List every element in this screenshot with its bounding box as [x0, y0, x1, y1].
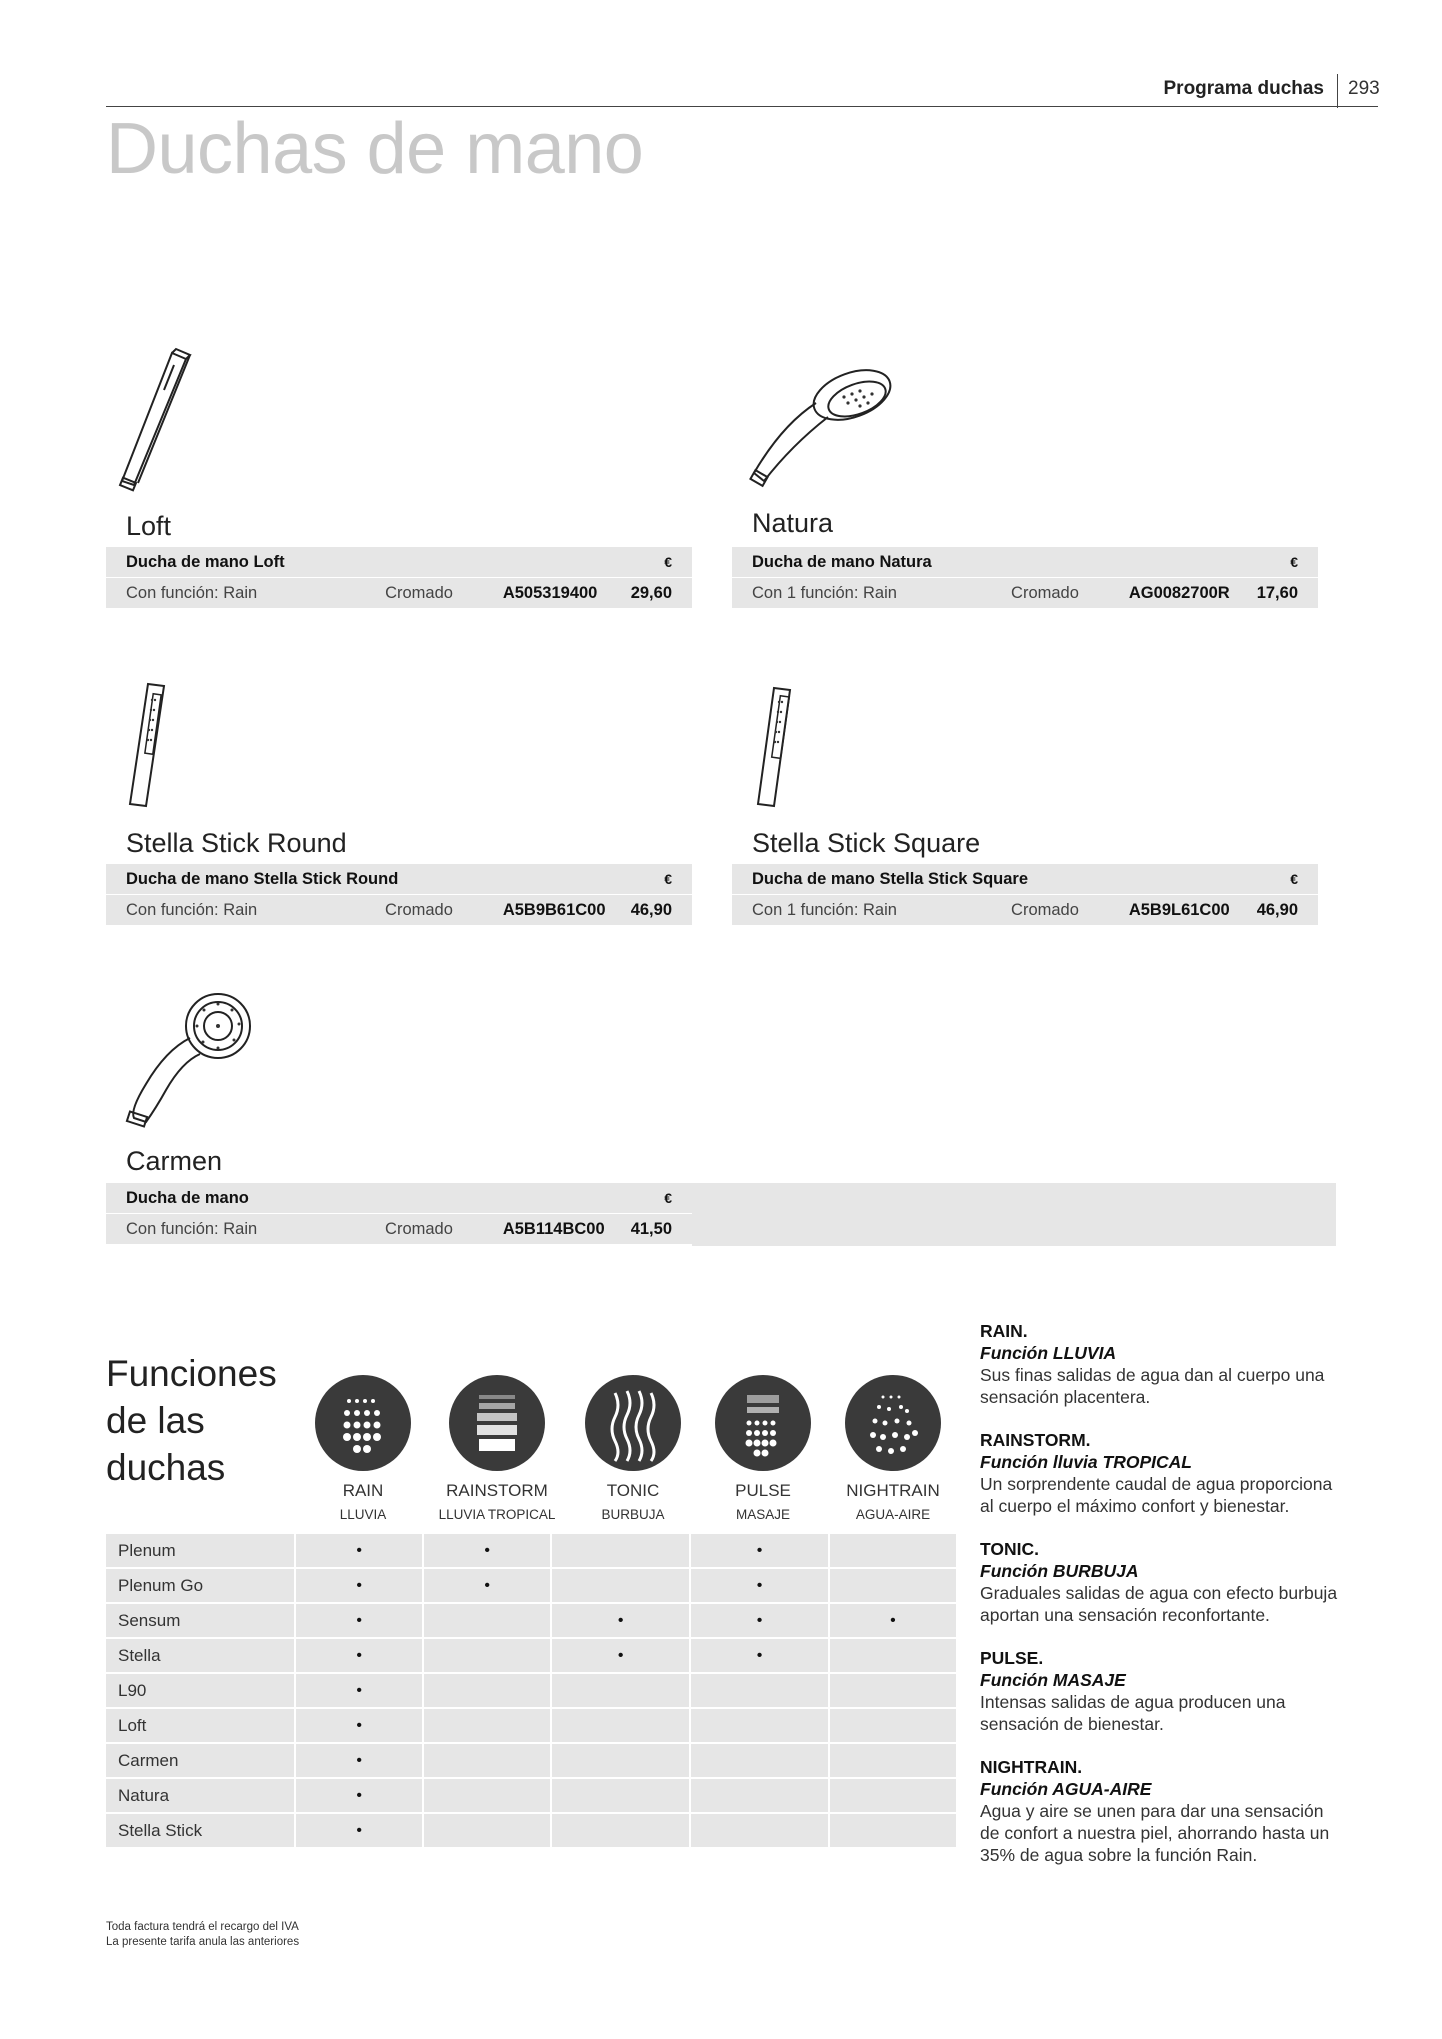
row-name: Loft	[106, 1709, 296, 1744]
currency-label: €	[1257, 864, 1318, 895]
nightrain-spray-icon	[845, 1375, 941, 1471]
footer-line: Toda factura tendrá el recargo del IVA	[106, 1921, 299, 1933]
feature-cell	[424, 1674, 552, 1709]
function-sublabel: LLUVIA	[339, 1507, 387, 1522]
feature-cell: •	[296, 1674, 424, 1709]
product-code: A5B9B61C00	[502, 900, 606, 919]
function-label: PULSE	[735, 1481, 791, 1500]
function-label: Con función: Rain	[126, 1219, 258, 1238]
pulse-spray-icon	[715, 1375, 811, 1471]
feature-cell: •	[296, 1709, 424, 1744]
function-sublabel: MASAJE	[735, 1507, 790, 1522]
feature-cell	[830, 1779, 958, 1814]
product-title: Ducha de mano Natura	[732, 547, 1257, 578]
function-label: NIGHTRAIN	[846, 1481, 940, 1500]
stella-stick-square-icon	[732, 680, 932, 810]
feature-cell	[424, 1814, 552, 1849]
desc-text: Intensas salidas de agua producen una sensación de bienestar.	[980, 1692, 1286, 1734]
feature-cell	[830, 1814, 958, 1849]
table-row	[106, 1639, 958, 1674]
desc-text: Agua y aire se unen para dar una sensación de confort a nuestra piel, ahorrando hasta un 35% de agua sobre la función Rain.	[980, 1801, 1330, 1865]
desc-subheading: Función lluvia TROPICAL	[980, 1452, 1192, 1472]
carmen-hand-shower-icon	[106, 990, 306, 1130]
natura-hand-shower-icon	[732, 345, 932, 505]
function-label: RAIN	[342, 1481, 384, 1500]
currency-label: €	[631, 547, 692, 578]
tonic-spray-icon	[585, 1375, 681, 1471]
header-separator	[1337, 74, 1338, 108]
row-name: Carmen	[106, 1744, 296, 1779]
feature-cell	[830, 1569, 958, 1604]
row-name: Stella	[106, 1639, 296, 1674]
desc-tonic	[980, 1538, 1340, 1626]
desc-heading: NIGHTRAIN.	[980, 1757, 1083, 1777]
feature-cell: •	[691, 1569, 830, 1604]
feature-cell	[691, 1744, 830, 1779]
page-title: Duchas de mano	[106, 109, 644, 189]
desc-heading: TONIC.	[980, 1539, 1039, 1559]
feature-cell	[830, 1534, 958, 1569]
product-table	[106, 1183, 692, 1244]
row-name: Plenum	[106, 1534, 296, 1569]
desc-subheading: Función MASAJE	[980, 1670, 1126, 1690]
function-pulse	[693, 1375, 833, 1522]
rain-spray-icon	[315, 1375, 411, 1471]
finish-label: Cromado	[385, 583, 453, 602]
page-number: 293	[1348, 78, 1380, 99]
product-code: A505319400	[502, 583, 598, 602]
function-nightrain	[823, 1375, 963, 1522]
carmen-table-fill	[692, 1183, 1336, 1246]
product-table	[106, 864, 692, 925]
function-tonic	[563, 1375, 703, 1522]
feature-cell	[424, 1709, 552, 1744]
function-label: Con función: Rain	[126, 583, 258, 602]
table-row	[106, 1604, 958, 1639]
feature-cell: •	[691, 1604, 830, 1639]
feature-cell	[830, 1639, 958, 1674]
product-price: 46,90	[630, 900, 672, 919]
feature-cell	[552, 1534, 691, 1569]
feature-cell	[552, 1744, 691, 1779]
feature-cell	[691, 1709, 830, 1744]
table-row	[106, 1569, 958, 1604]
desc-rainstorm	[980, 1429, 1340, 1517]
feature-cell	[830, 1744, 958, 1779]
function-rain	[293, 1375, 433, 1522]
feature-cell	[424, 1639, 552, 1674]
feature-cell	[552, 1674, 691, 1709]
feature-cell	[552, 1779, 691, 1814]
feature-cell	[830, 1709, 958, 1744]
currency-label: €	[631, 1183, 692, 1214]
product-name: Loft	[126, 511, 172, 541]
product-code: A5B114BC00	[502, 1219, 605, 1238]
row-name: L90	[106, 1674, 296, 1709]
stella-stick-round-icon	[106, 680, 306, 810]
feature-cell: •	[691, 1639, 830, 1674]
table-row	[106, 1709, 958, 1744]
feature-cell	[691, 1814, 830, 1849]
product-title: Ducha de mano Loft	[106, 547, 631, 578]
feature-cell	[552, 1569, 691, 1604]
finish-label: Cromado	[1011, 900, 1079, 919]
finish-label: Cromado	[385, 1219, 453, 1238]
function-label: RAINSTORM	[446, 1481, 548, 1500]
feature-cell: •	[296, 1604, 424, 1639]
loft-hand-shower-icon	[106, 345, 306, 505]
product-title: Ducha de mano Stella Stick Round	[106, 864, 631, 895]
function-label: Con 1 función: Rain	[752, 583, 897, 602]
function-label: Con función: Rain	[126, 900, 258, 919]
desc-text: Graduales salidas de agua con efecto burbuja aportan una sensación reconfortante.	[980, 1583, 1338, 1625]
rainstorm-spray-icon	[449, 1375, 545, 1471]
function-label: TONIC	[606, 1481, 660, 1500]
row-name: Natura	[106, 1779, 296, 1814]
row-name: Plenum Go	[106, 1569, 296, 1604]
feature-cell: •	[296, 1779, 424, 1814]
desc-subheading: Función BURBUJA	[980, 1561, 1139, 1581]
feature-cell	[691, 1779, 830, 1814]
feature-cell	[424, 1744, 552, 1779]
feature-cell	[424, 1604, 552, 1639]
feature-cell: •	[552, 1639, 691, 1674]
table-row	[106, 1814, 958, 1849]
desc-nightrain	[980, 1756, 1340, 1866]
functions-title: Funciones de las duchas	[106, 1353, 277, 1488]
table-row	[106, 1744, 958, 1779]
feature-cell: •	[296, 1569, 424, 1604]
table-row	[106, 1674, 958, 1709]
feature-cell: •	[691, 1534, 830, 1569]
currency-label: €	[1257, 547, 1318, 578]
desc-pulse	[980, 1647, 1340, 1735]
desc-heading: RAINSTORM.	[980, 1430, 1091, 1450]
section-title: Programa duchas	[1163, 78, 1324, 99]
function-label: Con 1 función: Rain	[752, 900, 897, 919]
row-name: Sensum	[106, 1604, 296, 1639]
feature-cell	[552, 1709, 691, 1744]
product-price: 17,60	[1256, 583, 1298, 602]
desc-subheading: Función LLUVIA	[980, 1343, 1117, 1363]
function-sublabel: AGUA-AIRE	[855, 1507, 931, 1522]
product-name: Natura	[752, 508, 834, 538]
function-rainstorm	[427, 1375, 567, 1522]
product-name: Carmen	[126, 1146, 223, 1176]
feature-cell	[691, 1674, 830, 1709]
desc-rain	[980, 1320, 1340, 1408]
row-name: Stella Stick	[106, 1814, 296, 1849]
product-title: Ducha de mano Stella Stick Square	[732, 864, 1257, 895]
product-price: 46,90	[1256, 900, 1298, 919]
feature-cell	[830, 1674, 958, 1709]
feature-cell: •	[424, 1534, 552, 1569]
function-sublabel: BURBUJA	[601, 1507, 665, 1522]
product-table	[106, 547, 692, 608]
finish-label: Cromado	[1011, 583, 1079, 602]
feature-cell: •	[296, 1814, 424, 1849]
footer-note	[106, 1920, 299, 1950]
desc-heading: RAIN.	[980, 1321, 1028, 1341]
table-row	[106, 1534, 958, 1569]
desc-text: Sus finas salidas de agua dan al cuerpo una sensación placentera.	[980, 1365, 1325, 1407]
product-code: AG0082700R	[1128, 583, 1230, 602]
product-name: Stella Stick Square	[752, 828, 981, 858]
feature-cell: •	[552, 1604, 691, 1639]
desc-text: Un sorprendente caudal de agua proporciona al cuerpo el máximo confort y bienestar.	[980, 1474, 1333, 1516]
feature-cell: •	[296, 1639, 424, 1674]
desc-heading: PULSE.	[980, 1648, 1044, 1668]
product-code: A5B9L61C00	[1128, 900, 1230, 919]
feature-cell: •	[424, 1569, 552, 1604]
footer-line: La presente tarifa anula las anteriores	[106, 1936, 300, 1948]
product-price: 29,60	[630, 583, 672, 602]
finish-label: Cromado	[385, 900, 453, 919]
product-title: Ducha de mano	[106, 1183, 631, 1214]
currency-label: €	[631, 864, 692, 895]
functions-table	[106, 1534, 958, 1849]
function-sublabel: LLUVIA TROPICAL	[438, 1507, 556, 1522]
feature-cell: •	[296, 1534, 424, 1569]
feature-cell: •	[296, 1744, 424, 1779]
feature-cell: •	[830, 1604, 958, 1639]
product-name: Stella Stick Round	[126, 828, 347, 858]
product-price: 41,50	[630, 1219, 672, 1238]
product-table	[732, 547, 1318, 608]
feature-cell	[552, 1814, 691, 1849]
feature-cell	[424, 1779, 552, 1814]
table-row	[106, 1779, 958, 1814]
header-rule	[106, 106, 1378, 107]
product-table	[732, 864, 1318, 925]
desc-subheading: Función AGUA-AIRE	[980, 1779, 1152, 1799]
